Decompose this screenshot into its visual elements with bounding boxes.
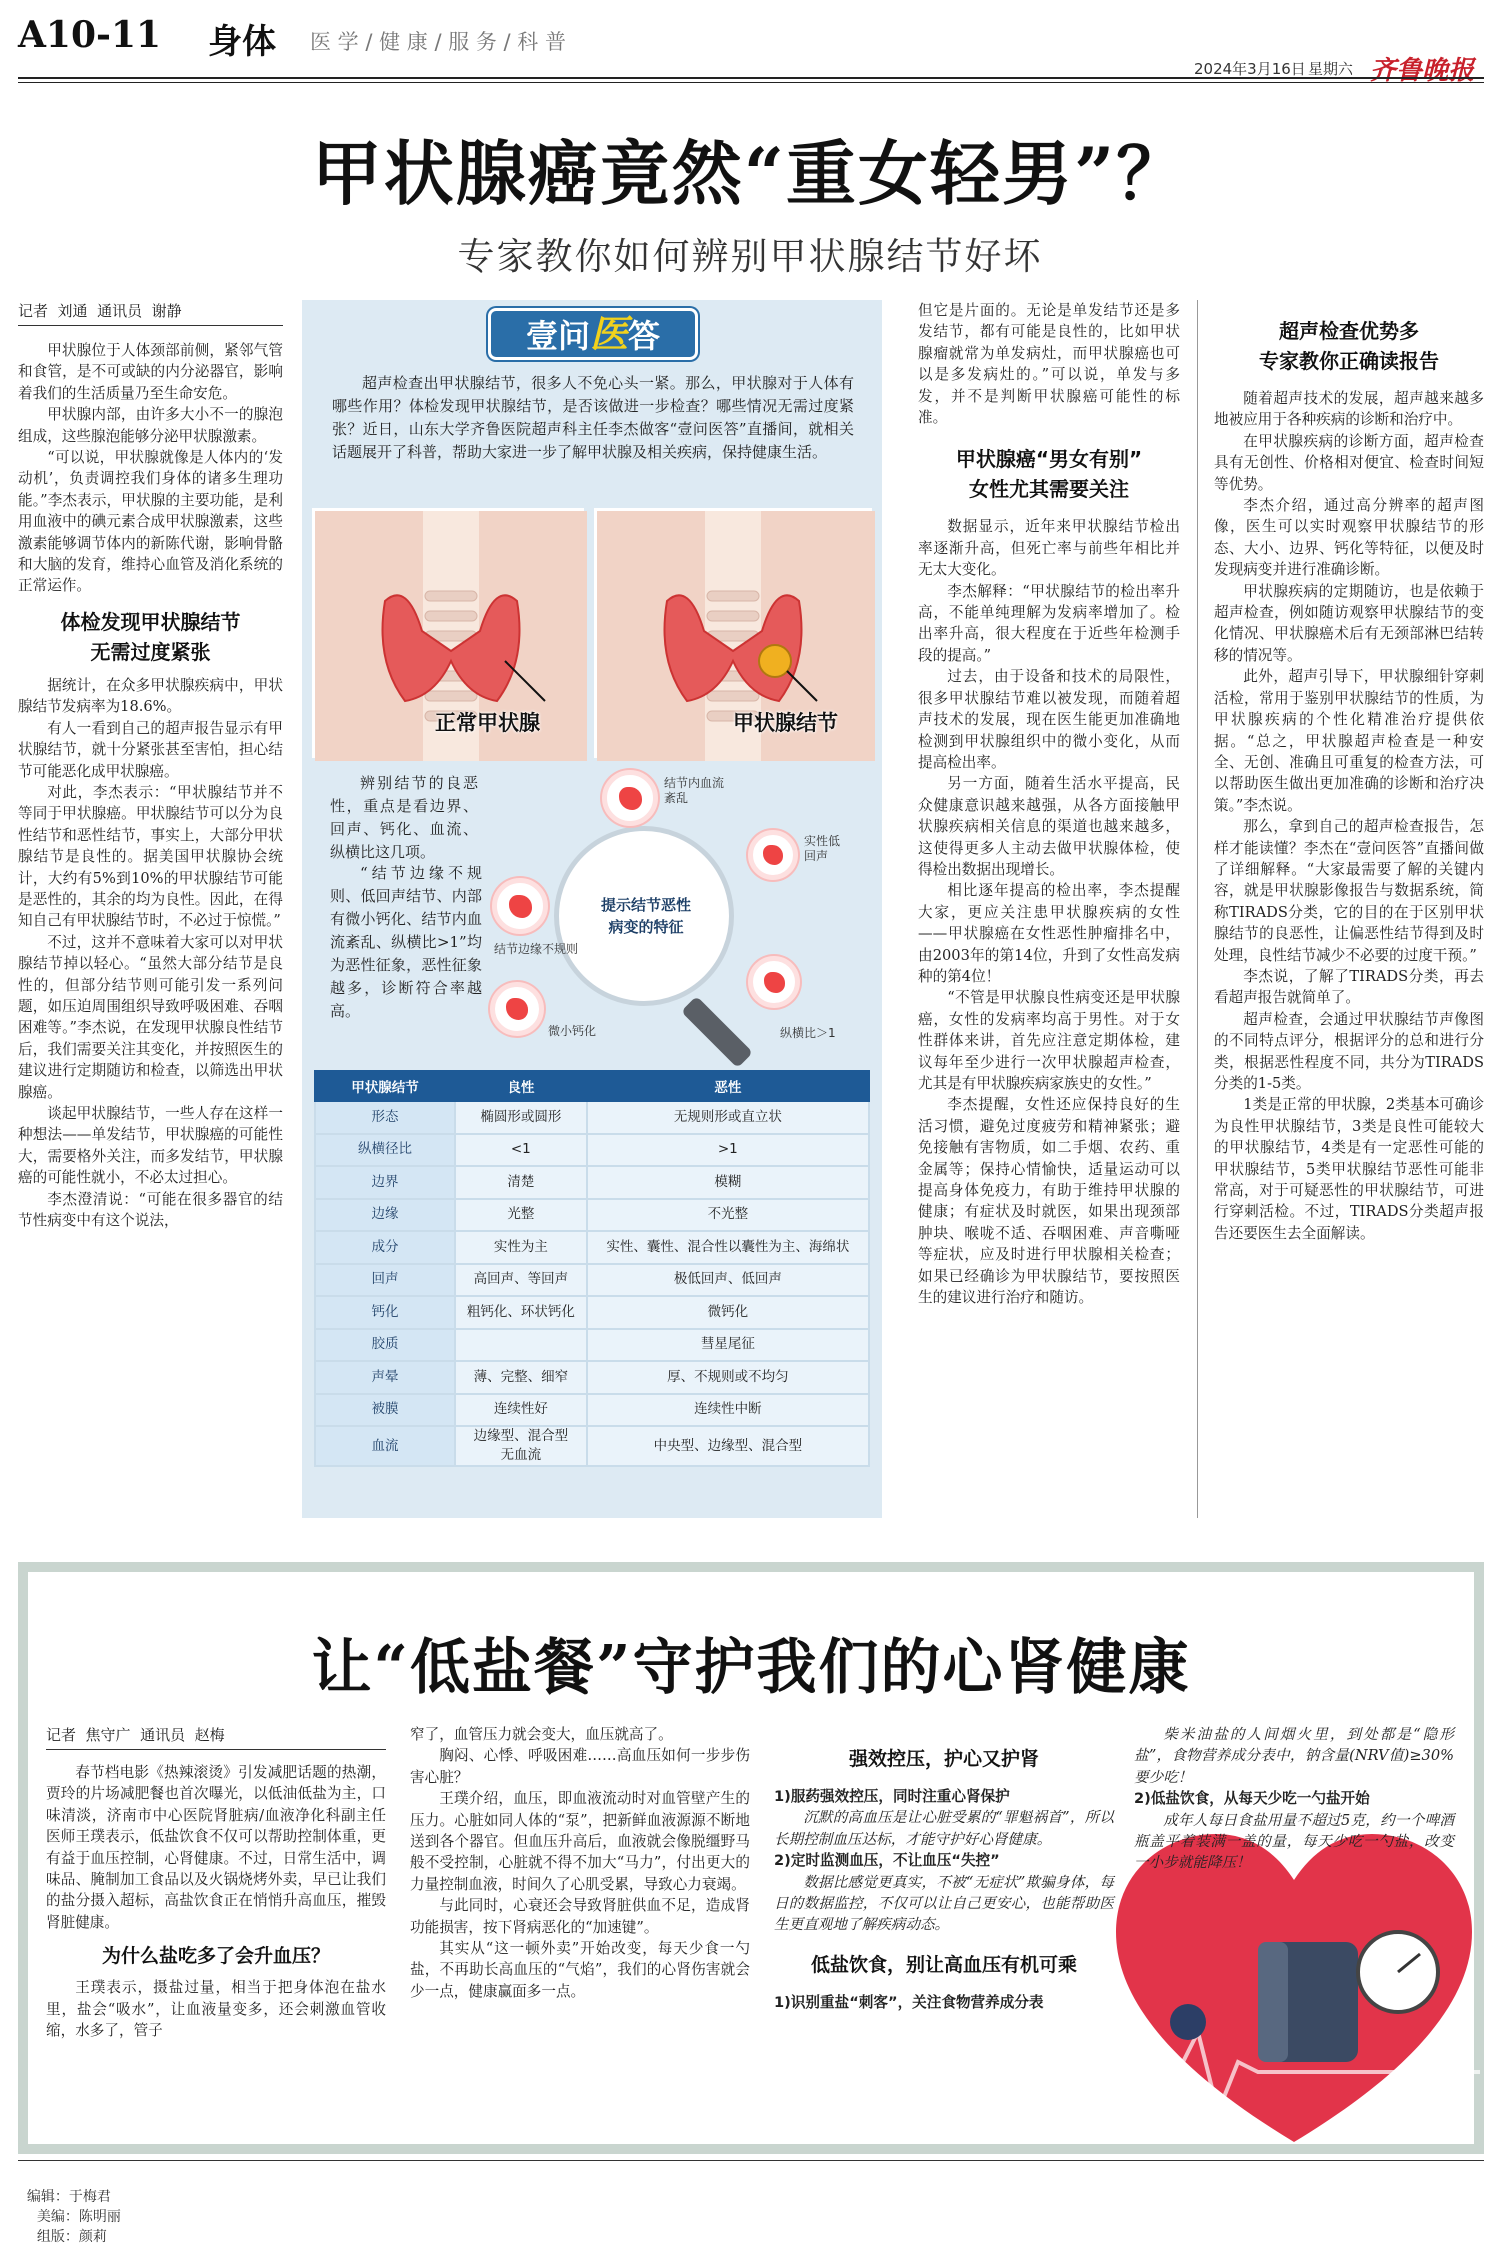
tag-solid-echo: 实性低 回声: [804, 834, 841, 863]
tag-micro-calcification: 微小钙化: [548, 1024, 597, 1038]
table-row-label: 被膜: [315, 1394, 455, 1427]
infobox-intro: 超声检查出甲状腺结节，很多人不免心头一紧。那么，甲状腺对于人体有哪些作用？体检发现甲状腺结节，是否该做进一步检查？哪些情况无需过度紧张？近日，山东大学齐鲁医院超声科主任李杰做客“壹问医答”直播间，就相关话题展开了科普，帮助大家进一步了解甲状腺及相关疾病，保持健康生活。: [332, 374, 854, 461]
magnifier-handle: [681, 996, 753, 1068]
masthead-rule: [18, 77, 1484, 79]
footer-art-editor: 美编：陈明丽: [36, 2209, 121, 2225]
table-header-cell: 良性: [455, 1071, 587, 1101]
table-cell: 光整: [455, 1199, 587, 1232]
article2-title: 让“低盐餐”守护我们的心肾健康: [311, 1633, 1191, 1703]
table-header-row: [315, 1071, 869, 1101]
table-header-cell: 甲状腺结节: [315, 1071, 455, 1101]
table-cell: 无规则形或直立状: [587, 1101, 869, 1134]
article2-byline: 记者 焦守广 通讯员 赵梅: [46, 1724, 386, 1750]
table-row-label: 边界: [315, 1166, 455, 1199]
paragraph: 数据比感觉更真实，不被“无症状”欺骗身体，每日的数据监控，不仅可以让自己更安心，也能帮助医生更直观地了解疾病动态。: [774, 1873, 1114, 1934]
article1-byline: 记者 刘通 通讯员 谢静: [18, 300, 283, 326]
table-row-label: 纵横径比: [315, 1134, 455, 1167]
table-row: [315, 1231, 869, 1264]
table-row: [315, 1264, 869, 1297]
nodule-thyroid-image: [594, 508, 872, 758]
aspect-ratio-icon: [748, 956, 800, 1008]
paragraph: 胸闷、心悸、呼吸困难……高血压如何一步步伤害心脏？: [410, 1747, 750, 1786]
article2-column-1: [46, 1724, 386, 2041]
table-row: [315, 1134, 869, 1167]
paragraph: 王璞介绍，血压，即血液流动时对血管壁产生的压力。心脏如同人体的“泵”，把新鲜血液源源不断地送到各个器官。但血压升高后，血液就会像脱缰野马般不受控制，心脏就不得不加大“马力”，付出更大的力量控制血液，时间久了心肌受累，导致心力衰竭。: [410, 1790, 750, 1893]
malignancy-diagram: [484, 770, 876, 1070]
table-row-label: 成分: [315, 1231, 455, 1264]
paragraph: 过去，由于设备和技术的局限性，很多甲状腺结节难以被发现，而随着超声技术的发展，现在医生能更加准确地检测到甲状腺组织中的微小变化，从而提高检出率。: [918, 668, 1180, 771]
table-cell: 实性、囊性、混合性以囊性为主、海绵状: [587, 1231, 869, 1264]
paragraph: “不管是甲状腺良性病变还是甲状腺癌，女性的发病率均高于男性。对于女性群体来讲，首先应注意定期体检，建议每年至少进行一次甲状腺超声检查，尤其是有甲状腺疾病家族史的女性。”: [918, 989, 1180, 1092]
subheading-control-pressure: 强效控压，护心又护肾: [848, 1748, 1039, 1770]
masthead-rule-thin: [18, 82, 1484, 83]
table-cell: 连续性好: [455, 1394, 587, 1427]
paragraph: 谈起甲状腺结节，一些人存在这样一种想法——单发结节，甲状腺癌的可能性大，需要格外关注，而多发结节，甲状腺癌的可能性就小，不必太过担心。: [18, 1105, 283, 1187]
paragraph: 甲状腺内部，由许多大小不一的腺泡组成，这些腺泡能够分泌甲状腺激素。: [18, 406, 283, 445]
paragraph: 其实从“这一顿外卖”开始改变，每天少食一勺盐，不再助长高血压的“气焰”，我们的心肾伤害就会少一点，健康赢面多一点。: [410, 1940, 750, 2000]
article1-column-1: [18, 300, 283, 1231]
qa-badge-text-end: 答: [628, 317, 661, 355]
table-cell: 中央型、边缘型、混合型: [587, 1426, 869, 1466]
masthead: [18, 8, 1484, 86]
article2-box: [18, 1562, 1484, 2154]
paragraph: 李杰说，了解了TIRADS分类，再去看超声报告就简单了。: [1214, 967, 1484, 1007]
paragraph: 与此同时，心衰还会导致肾脏供血不足，造成肾功能损害，按下肾病恶化的“加速键”。: [410, 1897, 750, 1936]
issue-weekday: 星期六: [1308, 60, 1354, 78]
infographic-box: [302, 300, 882, 1518]
qa-badge: [488, 308, 698, 360]
list-item-heading: 1)识别重盐“刺客”，关注食物营养成分表: [774, 1993, 1044, 2011]
table-cell: 厚、不规则或不均匀: [587, 1361, 869, 1394]
paragraph: 成年人每日食盐用量不超过5克，约一个啤酒瓶盖平着装满一盖的量，每天少吃一勺盐，改变一小步就能降压！: [1134, 1811, 1454, 1872]
diagram-text-b: “结节边缘不规则、低回声结节、内部有微小钙化、结节内血流紊乱、纵横比>1”均为恶性征象，恶性征象越多，诊断符合率越高。: [330, 864, 482, 1020]
table-row: [315, 1329, 869, 1362]
table-cell: 彗星尾征: [587, 1329, 869, 1362]
footer-editor: 编辑：于梅君: [26, 2189, 111, 2205]
solid-echo-icon: [748, 830, 798, 880]
table-cell: 实性为主: [455, 1231, 587, 1264]
table-cell: <1: [455, 1134, 587, 1167]
section-name: 身体: [208, 22, 276, 62]
nodule-comparison-table: [314, 1070, 870, 1467]
table-cell: 高回声、等回声: [455, 1264, 587, 1297]
list-item-heading: 2)低盐饮食，从每天少吃一勺盐开始: [1134, 1790, 1370, 1808]
paragraph: 相比逐年提高的检出率，李杰提醒大家，更应关注患甲状腺疾病的女性——甲状腺癌在女性恶性肿瘤排名中，由2003年的第14位，升到了女性高发病种的第4位！: [918, 882, 1180, 985]
paragraph: “可以说，甲状腺就像是人体内的‘发动机’，负责调控我们身体的诸多生理功能。”李杰表示，甲状腺的主要功能，是利用血液中的碘元素合成甲状腺激素，这些激素能够调节体内的新陈代谢，影响骨骼和大脑的发育，维持心血管及消化系统的正常运作。: [18, 449, 283, 595]
list-item-heading: 2)定时监测血压，不让血压“失控”: [774, 1852, 1000, 1870]
paragraph: 李杰提醒，女性还应保持良好的生活习惯，避免过度疲劳和精神紧张；避免接触有害物质，如二手烟、农药、重金属等；保持心情愉快，适量运动可以提高身体免疫力，有助于维持甲状腺的健康；有症状及时就医，如果出现颈部肿块、喉咙不适、吞咽困难、声音嘶哑等症状，应及时进行甲状腺相关检查；如果已经确诊为甲状腺结节，要按照医生的建议进行治疗和随访。: [918, 1096, 1180, 1307]
table-cell: 极低回声、低回声: [587, 1264, 869, 1297]
article1-column-3: [918, 300, 1180, 1308]
paragraph: 李杰解释：“甲状腺结节的检出率升高，不能单纯理解为发病率增加了。检出率升高，很大程度在于近些年检测手段的提高。”: [918, 582, 1180, 664]
paragraph: 在甲状腺疾病的诊断方面，超声检查具有无创性、价格相对便宜、检查时间短等优势。: [1214, 432, 1484, 493]
magnifier-text: 提示结节恶性 病变的特征: [600, 896, 691, 936]
nodule-thyroid-label: 甲状腺结节: [733, 711, 838, 735]
page-code: A10-11: [18, 14, 162, 56]
table-cell: 微钙化: [587, 1296, 869, 1329]
paragraph: 不过，这并不意味着大家可以对甲状腺结节掉以轻心。“虽然大部分结节是良性的，但部分结节则可能引发一系列问题，如压迫周围组织导致呼吸困难、吞咽困难等。”李杰说，在发现甲状腺良性结节后，我们需要关注其变化，并按照医生的建议进行定期随访和检查，以筛选出甲状腺癌。: [18, 933, 283, 1101]
table-cell: 椭圆形或圆形: [455, 1101, 587, 1134]
tag-irregular-edge: 结节边缘不规则: [494, 942, 579, 956]
paper-logo: 齐鲁晚报: [1370, 56, 1475, 86]
list-item-heading: 1)服药强效控压，同时注重心肾保护: [774, 1788, 1010, 1805]
paragraph: 对此，李杰表示：“甲状腺结节并不等同于甲状腺癌。甲状腺结节可以分为良性结节和恶性结节，事实上，大部分甲状腺结节是良性的。据美国甲状腺协会统计，大约有5%到10%的甲状腺结节可能是恶性的，其余的均为良性。因此，在得知自己有甲状腺结节时，不必过于惊慌。”: [18, 783, 283, 930]
subheading-salt-blood-pressure: 为什么盐吃多了会升血压？: [101, 1945, 330, 1968]
article1-title: 甲状腺癌竟然“重女轻男”？: [311, 132, 1189, 215]
paragraph: 李杰澄清说：“可能在很多器官的结节性病变中有这个说法，: [18, 1190, 283, 1230]
tag-blood-flow: 结节内血流 紊乱: [664, 776, 725, 805]
diagram-text-a: 辨别结节的良恶性，重点是看边界、回声、钙化、血流、纵横比这几项。: [330, 774, 478, 861]
table-cell: [455, 1329, 587, 1362]
article1-subtitle: 专家教你如何辨别甲状腺结节好坏: [457, 235, 1043, 278]
table-row-label: 边缘: [315, 1199, 455, 1232]
irregular-edge-icon: [492, 878, 548, 934]
normal-thyroid-label: 正常甲状腺: [435, 711, 540, 735]
paragraph: 甲状腺位于人体颈部前侧，紧邻气管和食管，是不可或缺的内分泌器官，影响着我们的生活质量乃至生命安危。: [18, 342, 283, 402]
paragraph: 另一方面，随着生活水平提高，民众健康意识越来越强，从各方面接触甲状腺疾病相关信息的渠道也越来越多，这使得更多人主动去做甲状腺体检，使得检出数据出现增长。: [918, 775, 1180, 878]
table-row: [315, 1394, 869, 1427]
tag-aspect-ratio: 纵横比＞1: [780, 1026, 836, 1040]
paragraph: 王璞表示，摄盐过量，相当于把身体泡在盐水里，盐会“吸水”，让血液量变多，还会刺激血管收缩，水多了，管子: [46, 1979, 386, 2040]
table-cell: 连续性中断: [587, 1394, 869, 1427]
paragraph: 据统计，在众多甲状腺疾病中，甲状腺结节发病率为18.6%。: [18, 676, 283, 716]
table-cell: 粗钙化、环状钙化: [455, 1296, 587, 1329]
column-divider: [1197, 300, 1198, 1518]
table-row-label: 钙化: [315, 1296, 455, 1329]
footer-credits: [18, 2170, 121, 2246]
blood-flow-icon: [602, 770, 658, 826]
table-row-label: 声晕: [315, 1361, 455, 1394]
table-row: [315, 1426, 869, 1466]
paragraph: 但它是片面的。无论是单发结节还是多发结节，都有可能是良性的，比如甲状腺瘤就常为单发病灶，而甲状腺癌也可以是多发病灶的。”可以说，单发与多发，并不是判断甲状腺癌可能性的标准。: [918, 302, 1180, 427]
table-cell: 边缘型、混合型 无血流: [455, 1426, 587, 1466]
table-row-label: 回声: [315, 1264, 455, 1297]
paragraph: 春节档电影《热辣滚烫》引发减肥话题的热潮，贾玲的片场减肥餐也首次曝光，以低油低盐为主，口味清淡，济南市中心医院肾脏病/血液净化科副主任医师王璞表示，低盐饮食不仅可以帮助控制体重，更有益于血压控制，心肾健康。不过，日常生活中，调味品、腌制加工食品以及火锅烧烤外卖，早已让我们的盐分摄入超标，高盐饮食正在悄悄升高血压，摧毁肾脏健康。: [46, 1764, 386, 1931]
table-cell: 清楚: [455, 1166, 587, 1199]
table-row: [315, 1199, 869, 1232]
paragraph: 有人一看到自己的超声报告显示有甲状腺结节，就十分紧张甚至害怕，担心结节可能恶化成甲状腺癌。: [18, 719, 283, 780]
paragraph: 李杰介绍，通过高分辨率的超声图像，医生可以实时观察甲状腺结节的形态、大小、边界、钙化等特征，以便及时发现病变并进行准确诊断。: [1214, 497, 1484, 579]
qa-badge-highlight: 医: [589, 312, 628, 356]
table-row-label: 形态: [315, 1101, 455, 1134]
subheading-nodule-no-panic: 体检发现甲状腺结节 无需过度紧张: [60, 609, 241, 664]
table-row-label: 胶质: [315, 1329, 455, 1362]
paragraph: 超声检查，会通过甲状腺结节声像图的不同特点评分，根据评分的总和进行分类，根据恶性程度不同，共分为TIRADS分类的1-5类。: [1214, 1010, 1484, 1092]
paragraph: 1类是正常的甲状腺，2类基本可确诊为良性甲状腺结节，3类是良性可能较大的甲状腺结节，4类是有一定恶性可能的甲状腺结节，5类甲状腺结节恶性可能非常高，对于可疑恶性的甲状腺结节，可进行穿刺活检。不过，TIRADS分类超声报告还要医生去全面解读。: [1214, 1096, 1484, 1242]
paragraph: 那么，拿到自己的超声检查报告，怎样才能读懂？李杰在“壹问医答”直播间做了详细解释。“大家最需要了解的关键内容，就是甲状腺影像报告与数据系统，简称TIRADS分类，它的目的在于区别甲状腺结节的良恶性，让偏恶性结节得到及时处理，良性结节减少不必要的过度干预。”: [1214, 818, 1484, 964]
table-row-label: 血流: [315, 1426, 455, 1466]
article2-column-2: [410, 1724, 750, 2002]
table-header-cell: 恶性: [587, 1071, 869, 1101]
footer-rule: [18, 2160, 1484, 2161]
table-row: [315, 1296, 869, 1329]
qa-badge-text: 壹问: [525, 317, 590, 355]
article2-column-3: [774, 1744, 1114, 2013]
table-row: [315, 1101, 869, 1134]
table-row: [315, 1361, 869, 1394]
table-cell: >1: [587, 1134, 869, 1167]
table-cell: 薄、完整、细窄: [455, 1361, 587, 1394]
paragraph: 此外，超声引导下，甲状腺细针穿刺活检，常用于鉴别甲状腺结节的性质，为甲状腺疾病的个性化精准治疗提供依据。“总之，甲状腺超声检查是一种安全、无创、准确且可重复的检查方法，可以帮助医生做出更加准确的诊断和治疗决策。”李杰说。: [1214, 668, 1484, 814]
normal-thyroid-image: [312, 508, 584, 758]
nodule-table: [314, 1070, 870, 1467]
paragraph: 随着超声技术的发展，超声越来越多地被应用于各种疾病的诊断和治疗中。: [1214, 390, 1484, 429]
article1-column-4: [1214, 300, 1484, 1244]
paragraph: 柴米油盐的人间烟火里，到处都是“隐形盐”，食物营养成分表中，钠含量(NRV值)≥30%要少吃！: [1134, 1726, 1454, 1786]
table-cell: 不光整: [587, 1199, 869, 1232]
issue-date: 2024年3月16日: [1194, 60, 1306, 78]
paragraph: 甲状腺疾病的定期随访，也是依赖于超声检查，例如随访观察甲状腺结节的变化情况、甲状腺癌术后有无颈部淋巴结转移的情况等。: [1214, 582, 1484, 664]
subheading-ultrasound: 超声检查优势多 专家教你正确读报告: [1259, 319, 1439, 373]
table-body: [315, 1101, 869, 1466]
footer-layout: 组版：颜莉: [36, 2229, 107, 2245]
table-cell: 模糊: [587, 1166, 869, 1199]
paragraph: 数据显示，近年来甲状腺结节检出率逐渐升高，但死亡率与前些年相比并无太大变化。: [918, 518, 1180, 579]
paragraph: 窄了，血管压力就会变大，血压就高了。: [410, 1726, 673, 1743]
table-row: [315, 1166, 869, 1199]
section-channels: 医 学 / 健 康 / 服 务 / 科 普: [310, 30, 566, 54]
paragraph: 沉默的高血压是让心脏受累的“罪魁祸首”，所以长期控制血压达标，才能守护好心肾健康。: [774, 1809, 1114, 1848]
subheading-low-salt-diet: 低盐饮食，别让高血压有机可乘: [810, 1953, 1077, 1976]
article2-column-4: [1134, 1724, 1454, 1874]
subheading-gender-difference: 甲状腺癌“男女有别” 女性尤其需要关注: [955, 447, 1143, 502]
micro-calcification-icon: [490, 982, 544, 1036]
